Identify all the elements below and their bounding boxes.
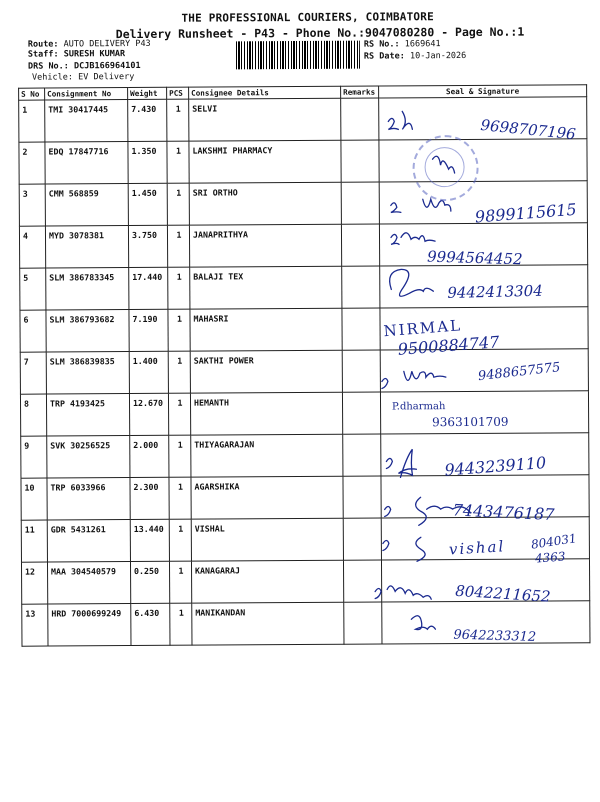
signature-12 [375, 586, 431, 600]
staff-value: SURESH KUMAR [63, 49, 126, 60]
row-pcs: 1 [168, 267, 190, 309]
row-weight: 17.440 [129, 267, 168, 309]
row-consignment-no: SLM 386839835 [46, 352, 129, 395]
hw-phone-1: 9698707196 [479, 115, 577, 144]
row-weight: 12.670 [129, 393, 168, 435]
row-pcs: 1 [169, 561, 191, 603]
signature-3 [391, 199, 451, 212]
route-label: Route: [27, 39, 59, 50]
row-consignee: JANAPRITHYA [189, 224, 341, 267]
vehicle-value: EV Delivery [78, 72, 135, 83]
row-consignment-no: GDR 5431261 [47, 520, 130, 563]
row-sno: 9 [21, 436, 47, 478]
row-consignee: KANAGARAJ [191, 560, 343, 603]
signature-11 [383, 537, 425, 561]
row-sno: 12 [21, 562, 47, 604]
row-pcs: 1 [168, 351, 190, 393]
row-consignment-no: SVK 30256525 [47, 436, 130, 479]
row-consignment-no: MYD 3078381 [45, 226, 128, 269]
row-consignment-no: CMM 568859 [45, 184, 128, 227]
row-sno: 1 [19, 100, 45, 142]
signature-10 [385, 497, 471, 526]
row-weight: 2.000 [130, 435, 169, 477]
rs-date-value: 10-Jan-2026 [409, 50, 467, 62]
hw-phone-7: 9488657575 [477, 360, 562, 385]
signature-4 [391, 233, 435, 245]
row-weight: 0.250 [130, 561, 169, 603]
hw-name-6: NIRMAL [382, 316, 463, 341]
hw-phone-13: 9642233312 [453, 627, 537, 646]
col-consignment: Consignment No [45, 88, 128, 101]
signature-9 [386, 449, 416, 477]
row-weight: 7.190 [129, 309, 168, 351]
signature-1b [402, 111, 412, 129]
row-consignee: MANIKANDAN [192, 602, 344, 645]
col-weight: Weight [128, 87, 167, 99]
row-pcs: 1 [169, 435, 191, 477]
drs-label: DRS No.: [27, 61, 69, 72]
row-pcs: 1 [169, 519, 191, 561]
company-title: THE PROFESSIONAL COURIERS, COIMBATORE [181, 10, 434, 25]
row-consignee: AGARSHIKA [191, 476, 343, 519]
hw-phone-8: 9363101709 [432, 414, 509, 430]
signature-5 [390, 269, 434, 296]
row-pcs: 1 [168, 309, 190, 351]
row-consignee: BALAJI TEX [190, 266, 342, 309]
row-pcs: 1 [167, 141, 189, 183]
row-sno: 10 [21, 478, 47, 520]
rs-no-value: 1669641 [404, 39, 441, 50]
hw-phone-6: 9500884747 [397, 332, 501, 359]
row-consignee: SELVI [189, 98, 341, 141]
row-consignment-no: TRP 4193425 [46, 394, 129, 437]
hw-phone-5: 9442413304 [447, 281, 543, 302]
row-consignee: THIYAGARAJAN [191, 434, 343, 477]
col-consignee: Consignee Details [189, 86, 341, 99]
rs-date-label: RS Date: [363, 51, 405, 62]
row-weight: 6.430 [131, 603, 170, 645]
row-consignment-no: TRP 6033966 [47, 478, 130, 521]
row-sno: 5 [20, 268, 46, 310]
row-sno: 11 [21, 520, 47, 562]
hw-phone-10: 7443476187 [452, 500, 555, 525]
hw-phone-3: 9899115615 [474, 199, 578, 227]
row-weight: 7.430 [128, 99, 167, 141]
hw-name-11: vishal [448, 537, 506, 559]
row-consignee: HEMANTH [190, 392, 342, 435]
row-consignee: SRI ORTHO [189, 182, 341, 225]
hw-phone-4: 9994564452 [426, 247, 523, 269]
row-consignment-no: SLM 386793682 [46, 310, 129, 353]
row-sno: 8 [20, 394, 46, 436]
row-consignment-no: SLM 386783345 [46, 268, 129, 311]
row-sno: 3 [19, 184, 45, 226]
col-remarks: Remarks [341, 86, 379, 98]
rs-no-label: RS No.: [363, 39, 400, 50]
hw-phone-11a: 804031 [530, 531, 578, 552]
pharmacy-seal [412, 135, 478, 201]
row-consignee: SAKTHI POWER [190, 350, 342, 393]
vehicle-label: Vehicle: [31, 72, 74, 83]
signature-7 [382, 371, 446, 388]
row-weight: 13.440 [130, 519, 169, 561]
row-consignee: VISHAL [191, 518, 343, 561]
row-sno: 7 [20, 352, 46, 394]
row-pcs: 1 [167, 183, 189, 225]
row-consignment-no: HRD 7000699249 [48, 604, 131, 647]
row-consignment-no: MAA 304540579 [47, 562, 130, 605]
row-consignment-no: EDQ 17847716 [45, 142, 128, 185]
col-sno: S No [19, 88, 45, 100]
route-value: AUTO DELIVERY P43 [63, 38, 151, 50]
row-sno: 13 [22, 604, 48, 646]
runsheet-subtitle: Delivery Runsheet - P43 - Phone No.:9047080280 - Page No.:1 [115, 24, 525, 42]
row-weight: 1.400 [129, 351, 168, 393]
row-pcs: 1 [170, 603, 192, 645]
row-weight: 1.350 [128, 141, 167, 183]
row-pcs: 1 [169, 477, 191, 519]
hw-phone-12: 8042211652 [454, 581, 552, 606]
row-sno: 2 [19, 142, 45, 184]
row-consignee: LAKSHMI PHARMACY [189, 140, 341, 183]
row-weight: 1.450 [128, 183, 167, 225]
row-pcs: 1 [168, 393, 190, 435]
row-weight: 3.750 [128, 225, 167, 267]
drs-value: DCJB166964101 [74, 60, 141, 72]
row-sno: 4 [19, 226, 45, 268]
row-weight: 2.300 [130, 477, 169, 519]
row-consignment-no: TMI 30417445 [45, 100, 128, 143]
hw-name-8: P.dharmah [392, 401, 446, 413]
hw-phone-11b: 4363 [534, 549, 567, 566]
col-signature: Seal & Signature [379, 85, 587, 98]
signature-1 [388, 118, 398, 129]
signature-13 [411, 616, 435, 630]
row-pcs: 1 [167, 99, 189, 141]
staff-label: Staff: [27, 49, 59, 60]
col-pcs: PCS [167, 87, 189, 99]
row-sno: 6 [20, 310, 46, 352]
row-consignee: MAHASRI [190, 308, 342, 351]
hw-phone-9: 9443239110 [443, 452, 547, 480]
row-pcs: 1 [167, 225, 189, 267]
